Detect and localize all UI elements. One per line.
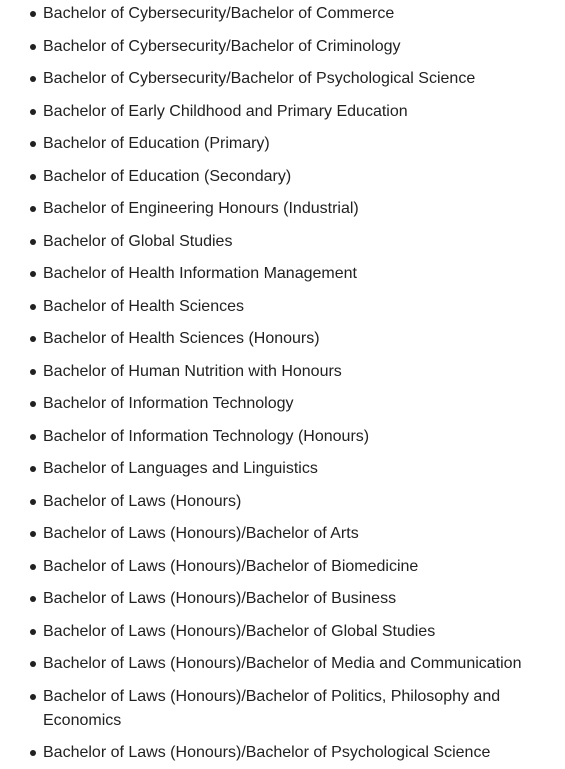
bullet-icon xyxy=(30,271,36,277)
list-item xyxy=(43,2,535,26)
bullet-icon xyxy=(30,109,36,115)
list-item xyxy=(43,620,535,644)
list-item xyxy=(43,555,535,579)
course-name: Bachelor of Laws (Honours)/Bachelor of Biomedicine xyxy=(43,557,419,575)
list-item xyxy=(43,360,535,384)
course-name: Bachelor of Laws (Honours)/Bachelor of Global Studies xyxy=(43,622,436,640)
list-item xyxy=(43,35,535,59)
bullet-icon xyxy=(30,369,36,375)
list-item xyxy=(43,425,535,449)
bullet-icon xyxy=(30,239,36,245)
bullet-icon xyxy=(30,304,36,310)
list-item xyxy=(43,457,535,481)
course-name: Bachelor of Languages and Linguistics xyxy=(43,460,318,477)
course-name: Bachelor of Engineering Honours (Industrial) xyxy=(43,200,359,217)
course-name: Bachelor of Laws (Honours)/Bachelor of Psychological Science xyxy=(43,744,491,761)
bullet-icon xyxy=(30,206,36,212)
course-name: Bachelor of Health Sciences (Honours) xyxy=(43,330,320,347)
list-item xyxy=(43,685,535,733)
course-name: Bachelor of Education (Primary) xyxy=(43,135,270,152)
bullet-icon xyxy=(30,466,36,472)
list-item xyxy=(43,490,535,514)
course-name: Bachelor of Laws (Honours)/Bachelor of Arts xyxy=(43,525,359,542)
bullet-icon xyxy=(30,499,36,505)
list-item xyxy=(43,165,535,189)
list-item xyxy=(43,67,535,91)
bullet-icon xyxy=(30,661,36,667)
bullet-icon xyxy=(30,11,36,17)
bullet-icon xyxy=(30,174,36,180)
list-item xyxy=(43,100,535,124)
bullet-icon xyxy=(30,531,36,537)
course-name: Bachelor of Human Nutrition with Honours xyxy=(43,362,342,380)
bullet-icon xyxy=(30,141,36,147)
bullet-icon xyxy=(30,629,36,635)
list-item xyxy=(43,652,535,676)
course-name: Bachelor of Laws (Honours)/Bachelor of Media and Communication xyxy=(43,655,522,672)
list-item xyxy=(43,522,535,546)
list-item xyxy=(43,132,535,156)
list-item xyxy=(43,262,535,286)
bullet-icon xyxy=(30,694,36,700)
bullet-icon xyxy=(30,76,36,82)
list-item xyxy=(43,327,535,351)
course-name: Bachelor of Education (Secondary) xyxy=(43,167,292,185)
course-name: Bachelor of Information Technology xyxy=(43,395,294,412)
list-item xyxy=(43,197,535,221)
bullet-icon xyxy=(30,434,36,440)
course-name: Bachelor of Cybersecurity/Bachelor of Criminology xyxy=(43,37,401,55)
course-name: Bachelor of Global Studies xyxy=(43,232,233,250)
list-item xyxy=(43,587,535,611)
course-name: Bachelor of Laws (Honours)/Bachelor of Politics, Philosophy and Economics xyxy=(43,687,501,729)
course-name: Bachelor of Health Sciences xyxy=(43,297,244,315)
course-name: Bachelor of Cybersecurity/Bachelor of Commerce xyxy=(43,5,395,22)
list-item xyxy=(43,230,535,254)
course-name: Bachelor of Cybersecurity/Bachelor of Psychological Science xyxy=(43,70,476,87)
bullet-icon xyxy=(30,44,36,50)
course-name: Bachelor of Laws (Honours) xyxy=(43,492,242,510)
bullet-icon xyxy=(30,750,36,756)
course-name: Bachelor of Laws (Honours)/Bachelor of Business xyxy=(43,590,397,607)
list-item xyxy=(43,741,535,765)
bullet-icon xyxy=(30,336,36,342)
list-item xyxy=(43,295,535,319)
course-name: Bachelor of Early Childhood and Primary Education xyxy=(43,102,408,120)
course-name: Bachelor of Health Information Management xyxy=(43,265,357,282)
bullet-icon xyxy=(30,596,36,602)
bullet-icon xyxy=(30,564,36,570)
bullet-icon xyxy=(30,401,36,407)
course-name: Bachelor of Information Technology (Honours) xyxy=(43,427,370,445)
list-item xyxy=(43,392,535,416)
